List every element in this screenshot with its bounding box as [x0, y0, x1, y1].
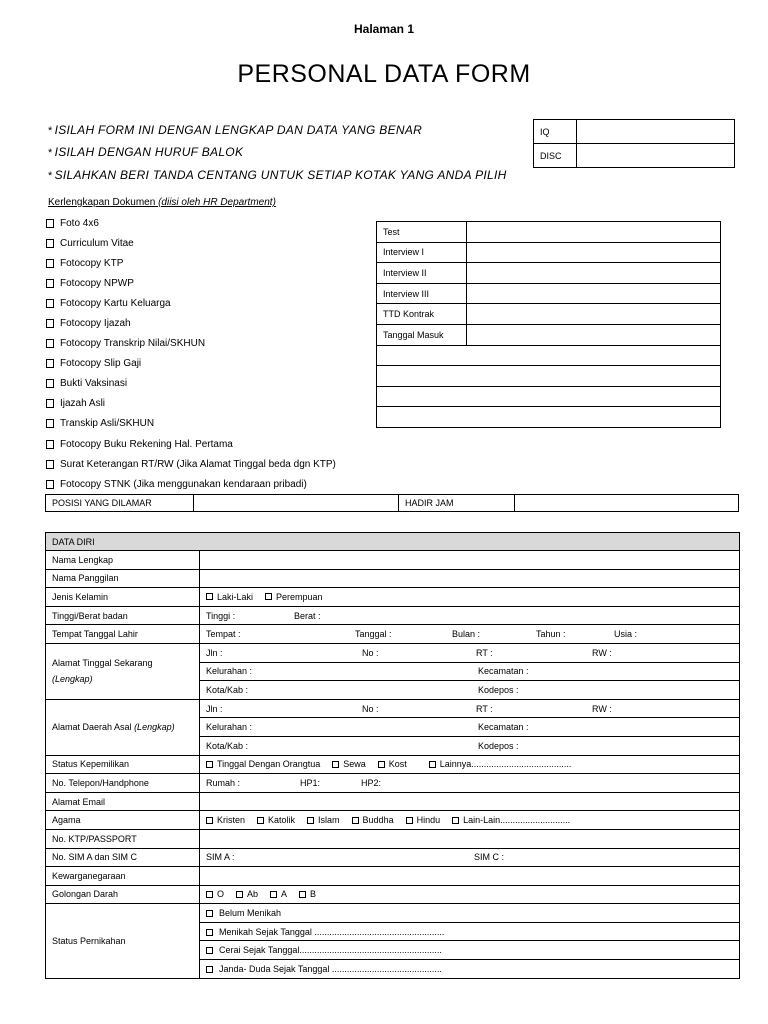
alamat-sekarang-kelurahan-field[interactable]: Kelurahan : Kecamatan :	[200, 662, 740, 681]
option-o[interactable]: O	[206, 889, 224, 899]
option-a[interactable]: A	[270, 889, 287, 899]
tinggi-label: Tinggi :	[206, 610, 236, 621]
checkbox[interactable]	[332, 761, 339, 768]
nama-lengkap-label: Nama Lengkap	[46, 551, 200, 570]
option-islam[interactable]: Islam	[307, 815, 340, 825]
document-item: Fotocopy Kartu Keluarga	[46, 293, 336, 313]
status-pernikahan-option-3[interactable]: Cerai Sejak Tanggal.........................................................	[200, 941, 740, 960]
tanggal-label: Tanggal :	[355, 629, 392, 640]
iq-label: IQ	[534, 120, 577, 144]
checkbox[interactable]	[206, 910, 213, 917]
test-label: Interview I	[377, 242, 467, 263]
checkbox[interactable]	[378, 761, 385, 768]
checkbox[interactable]	[206, 947, 213, 954]
option-lain-lain[interactable]: Lain-Lain............................	[452, 815, 570, 825]
asterisk-icon: *	[48, 147, 53, 159]
test-blank-row[interactable]	[377, 407, 721, 428]
alamat-sekarang-kota-field[interactable]: Kota/Kab : Kodepos :	[200, 681, 740, 700]
page-label: Halaman 1	[353, 22, 415, 36]
asterisk-icon: *	[48, 125, 53, 137]
option-ab[interactable]: Ab	[236, 889, 258, 899]
checkbox[interactable]	[46, 379, 54, 388]
checkbox[interactable]	[46, 359, 54, 368]
email-label: Alamat Email	[46, 792, 200, 811]
kewarganegaraan-field[interactable]	[200, 867, 740, 886]
document-item: Fotocopy Ijazah	[46, 313, 336, 333]
document-item: Curriculum Vitae	[46, 233, 336, 253]
nama-panggilan-field[interactable]	[200, 569, 740, 588]
checkbox[interactable]	[46, 319, 54, 328]
test-value[interactable]	[467, 263, 721, 284]
document-item: Bukti Vaksinasi	[46, 374, 336, 394]
nama-lengkap-field[interactable]	[200, 551, 740, 570]
jenis-kelamin-field	[200, 588, 740, 607]
test-blank-row[interactable]	[377, 345, 721, 366]
checkbox[interactable]	[206, 817, 213, 824]
hadir-label: HADIR JAM	[399, 495, 515, 512]
berat-label: Berat :	[294, 610, 321, 621]
option-katolik[interactable]: Katolik	[257, 815, 295, 825]
checkbox[interactable]	[46, 219, 54, 228]
test-label: Interview II	[377, 263, 467, 284]
test-value[interactable]	[467, 324, 721, 345]
document-item: Fotocopy KTP	[46, 253, 336, 273]
agama-label: Agama	[46, 811, 200, 830]
tinggi-berat-field[interactable]	[200, 606, 740, 625]
alamat-asal-label: Alamat Daerah Asal (Lengkap)	[46, 699, 200, 755]
agama-field	[200, 811, 740, 830]
asterisk-icon: *	[48, 170, 53, 182]
disc-field[interactable]	[577, 144, 735, 168]
option-kristen[interactable]: Kristen	[206, 815, 245, 825]
checkbox[interactable]	[257, 817, 264, 824]
option-tinggal-orangtua[interactable]: Tinggal Dengan Orangtua	[206, 759, 320, 769]
checkbox[interactable]	[206, 966, 213, 973]
sim-label: No. SIM A dan SIM C	[46, 848, 200, 867]
option-laki-laki[interactable]: Laki-Laki	[206, 592, 253, 602]
status-pernikahan-option-4[interactable]: Janda- Duda Sejak Tanggal ............................................	[200, 960, 740, 979]
document-item: Transkip Asli/SKHUN	[46, 414, 336, 434]
checkbox[interactable]	[307, 817, 314, 824]
sim-field[interactable]: SIM A : SIM C :	[200, 848, 740, 867]
posisi-label: POSISI YANG DILAMAR	[46, 495, 194, 512]
test-blank-row[interactable]	[377, 366, 721, 387]
checkbox[interactable]	[46, 299, 54, 308]
checkbox[interactable]	[406, 817, 413, 824]
checkbox[interactable]	[46, 419, 54, 428]
checkbox[interactable]	[452, 817, 459, 824]
page-title: PERSONAL DATA FORM	[237, 60, 531, 88]
status-kepemilikan-label: Status Kepemilikan	[46, 755, 200, 774]
checkbox[interactable]	[236, 891, 243, 898]
test-label: Tanggal Masuk	[377, 324, 467, 345]
option-kost[interactable]: Kost	[378, 759, 407, 769]
checkbox[interactable]	[206, 593, 213, 600]
checkbox[interactable]	[46, 259, 54, 268]
status-pernikahan-label: Status Pernikahan	[46, 904, 200, 978]
status-pernikahan-option-2[interactable]: Menikah Sejak Tanggal ....................................................	[200, 922, 740, 941]
test-label: Test	[377, 222, 467, 243]
tinggi-berat-label: Tinggi/Berat badan	[46, 606, 200, 625]
bulan-label: Bulan :	[452, 629, 481, 640]
checkbox[interactable]	[206, 761, 213, 768]
test-value[interactable]	[467, 242, 721, 263]
status-pernikahan-option-1[interactable]: Belum Menikah	[200, 904, 740, 923]
kewarganegaraan-label: Kewarganegaraan	[46, 867, 200, 886]
document-item: Foto 4x6	[46, 213, 336, 233]
test-table	[376, 221, 721, 428]
iq-field[interactable]	[577, 120, 735, 144]
checkbox[interactable]	[270, 891, 277, 898]
tempat-label: Tempat :	[206, 629, 241, 640]
alamat-asal-kelurahan-field[interactable]: Kelurahan : Kecamatan :	[200, 718, 740, 737]
option-perempuan[interactable]: Perempuan	[265, 592, 323, 602]
documents-title: Kerlengkapan Dokumen (diisi oleh HR Department)	[48, 197, 276, 208]
posisi-field[interactable]	[194, 495, 399, 512]
status-kepemilikan-field	[200, 755, 740, 774]
test-value[interactable]	[467, 222, 721, 243]
option-b[interactable]: B	[299, 889, 316, 899]
checkbox[interactable]	[46, 399, 54, 408]
jenis-kelamin-label: Jenis Kelamin	[46, 588, 200, 607]
checkbox[interactable]	[46, 440, 54, 449]
option-hindu[interactable]: Hindu	[406, 815, 441, 825]
ktp-label: No. KTP/PASSPORT	[46, 829, 200, 848]
document-item: Fotocopy Slip Gaji	[46, 354, 336, 374]
ttl-field[interactable]	[200, 625, 740, 644]
option-sewa[interactable]: Sewa	[332, 759, 366, 769]
checkbox[interactable]	[265, 593, 272, 600]
alamat-asal-kota-field[interactable]: Kota/Kab : Kodepos :	[200, 736, 740, 755]
checkbox[interactable]	[46, 279, 54, 288]
data-diri-header: DATA DIRI	[46, 533, 740, 551]
test-value[interactable]	[467, 283, 721, 304]
checkbox[interactable]	[46, 239, 54, 248]
alamat-sekarang-label: Alamat Tinggal Sekarang (Lengkap)	[46, 643, 200, 699]
score-table	[533, 119, 735, 168]
data-diri-table	[45, 532, 740, 979]
document-item: Fotocopy STNK (Jika menggunakan kendaraan pribadi)	[46, 474, 336, 494]
instruction-1: * ISILAH FORM INI DENGAN LENGKAP DAN DATA YANG BENAR	[48, 123, 423, 137]
checkbox[interactable]	[429, 761, 436, 768]
instruction-3: * SILAHKAN BERI TANDA CENTANG UNTUK SETIAP KOTAK YANG ANDA PILIH	[48, 168, 507, 182]
checkbox[interactable]	[206, 929, 213, 936]
document-item: Ijazah Asli	[46, 394, 336, 414]
checkbox[interactable]	[299, 891, 306, 898]
ktp-field[interactable]	[200, 829, 740, 848]
ttl-label: Tempat Tanggal Lahir	[46, 625, 200, 644]
alamat-sekarang-jln-field[interactable]: Jln : No : RT : RW :	[200, 643, 740, 662]
documents-list	[46, 213, 336, 494]
position-table	[45, 494, 739, 512]
checkbox[interactable]	[46, 480, 54, 489]
telepon-label: No. Telepon/Handphone	[46, 774, 200, 793]
golongan-darah-label: Golongan Darah	[46, 885, 200, 904]
test-value[interactable]	[467, 304, 721, 325]
usia-label: Usia :	[614, 629, 638, 640]
hadir-field[interactable]	[515, 495, 739, 512]
checkbox[interactable]	[352, 817, 359, 824]
test-label: Interview III	[377, 283, 467, 304]
document-item: Fotocopy NPWP	[46, 273, 336, 293]
test-blank-row[interactable]	[377, 386, 721, 407]
option-buddha[interactable]: Buddha	[352, 815, 394, 825]
option-lainnya[interactable]: Lainnya........................................	[429, 759, 572, 769]
instruction-2: * ISILAH DENGAN HURUF BALOK	[48, 145, 244, 159]
disc-label: DISC	[534, 144, 577, 168]
alamat-asal-jln-field[interactable]: Jln : No : RT : RW :	[200, 699, 740, 718]
nama-panggilan-label: Nama Panggilan	[46, 569, 200, 588]
email-field[interactable]	[200, 792, 740, 811]
tahun-label: Tahun :	[536, 629, 566, 640]
test-label: TTD Kontrak	[377, 304, 467, 325]
telepon-field[interactable]: Rumah : HP1: HP2:	[200, 774, 740, 793]
checkbox[interactable]	[46, 460, 54, 469]
golongan-darah-field	[200, 885, 740, 904]
checkbox[interactable]	[46, 339, 54, 348]
document-item: Surat Keterangan RT/RW (Jika Alamat Tinggal beda dgn KTP)	[46, 454, 336, 474]
document-item: Fotocopy Buku Rekening Hal. Pertama	[46, 434, 336, 454]
checkbox[interactable]	[206, 891, 213, 898]
document-item: Fotocopy Transkrip Nilai/SKHUN	[46, 334, 336, 354]
